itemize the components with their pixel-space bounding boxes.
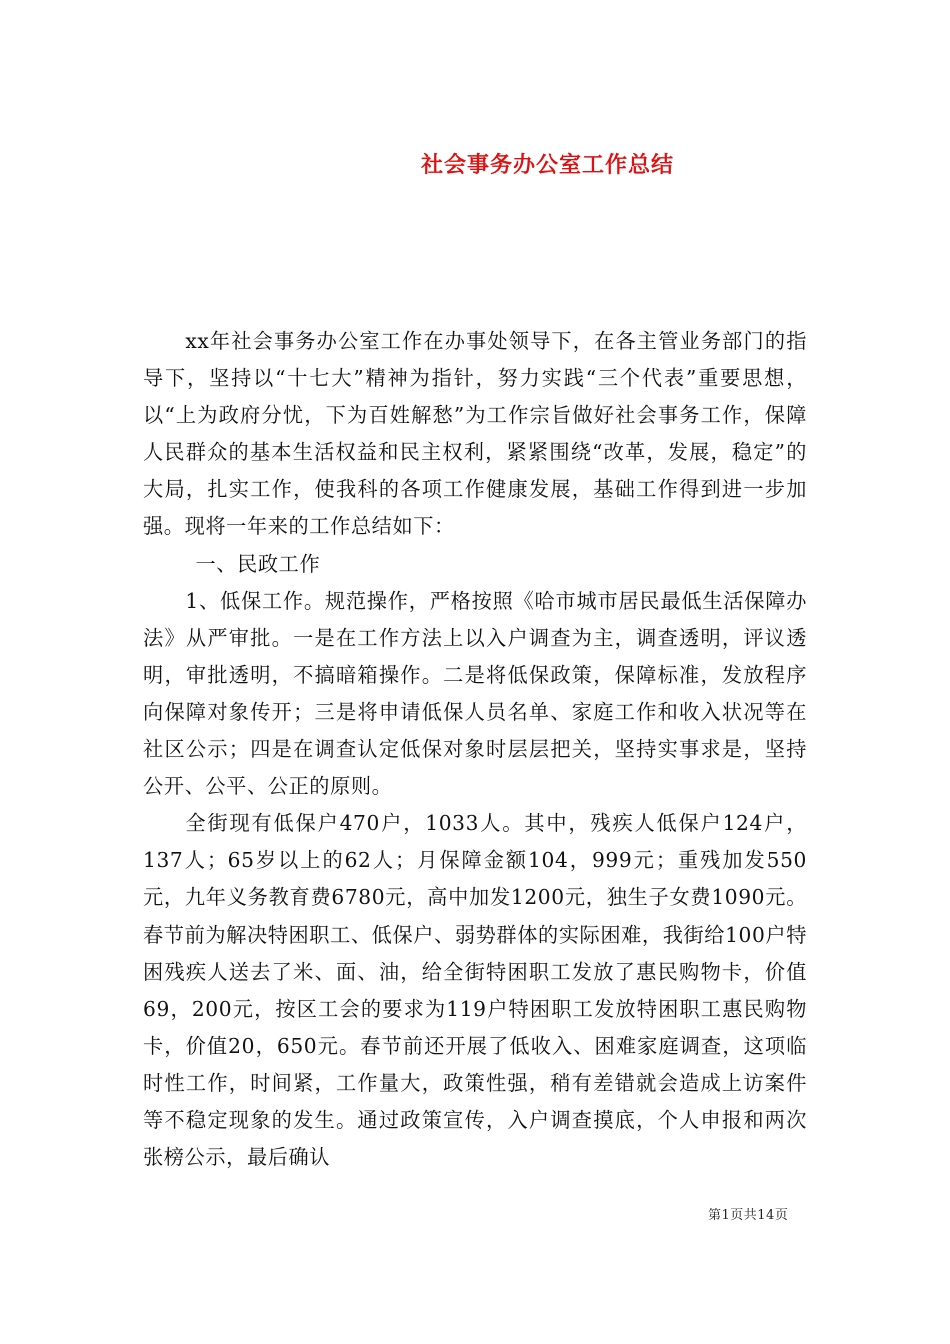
document-body <box>143 323 807 1176</box>
item-minimum-living-allowance: 1、低保工作。规范操作，严格按照《哈市城市居民最低生活保障办法》从严审批。一是在工作方法上以入户调查为主，调查透明，评议透明，审批透明，不搞暗箱操作。二是将低保政策，保障标准，发放程序向保障对象传开；三是将申请低保人员名单、家庭工作和收入状况等在社区公示；四是在调查认定低保对象时层层把关，坚持实事求是，坚持公开、公平、公正的原则。 <box>143 588 807 799</box>
statistics-paragraph: 全街现有低保户470户，1033人。其中，残疾人低保户124户，137人；65岁以上的62人；月保障金额104，999元；重残加发550元，九年义务教育费6780元，高中加发1200元，独生子女费1090元。春节前为解决特困职工、低保户、弱势群体的实际困难，我街给100户特困残疾人送去了米、面、油，给全街特困职工发放了惠民购物卡，价值69，200元，按区工会的要求为119户特困职工发放特困职工惠民购物卡，价值20，650元。春节前还开展了低收入、困难家庭调查，这项临时性工作，时间紧，工作量大，政策性强，稍有差错就会造成上访案件等不稳定现象的发生。通过政策宣传，入户调查摸底，个人申报和两次张榜公示，最后确认 <box>143 811 807 1170</box>
page-number: 第1页共14页 <box>708 1208 789 1223</box>
document-title: 社会事务办公室工作总结 <box>420 151 674 178</box>
section-heading-civil-affairs: 一、民政工作 <box>195 551 321 576</box>
intro-paragraph: xx年社会事务办公室工作在办事处领导下，在各主管业务部门的指导下，坚持以“十七大”精神为指针，努力实践“三个代表”重要思想，以“上为政府分忧，下为百姓解愁”为工作宗旨做好社会事务工作，保障人民群众的基本生活权益和民主权利，紧紧围绕“改革，发展，稳定”的大局，扎实工作，使我科的各项工作健康发展，基础工作得到进一步加强。现将一年来的工作总结如下： <box>143 329 807 539</box>
